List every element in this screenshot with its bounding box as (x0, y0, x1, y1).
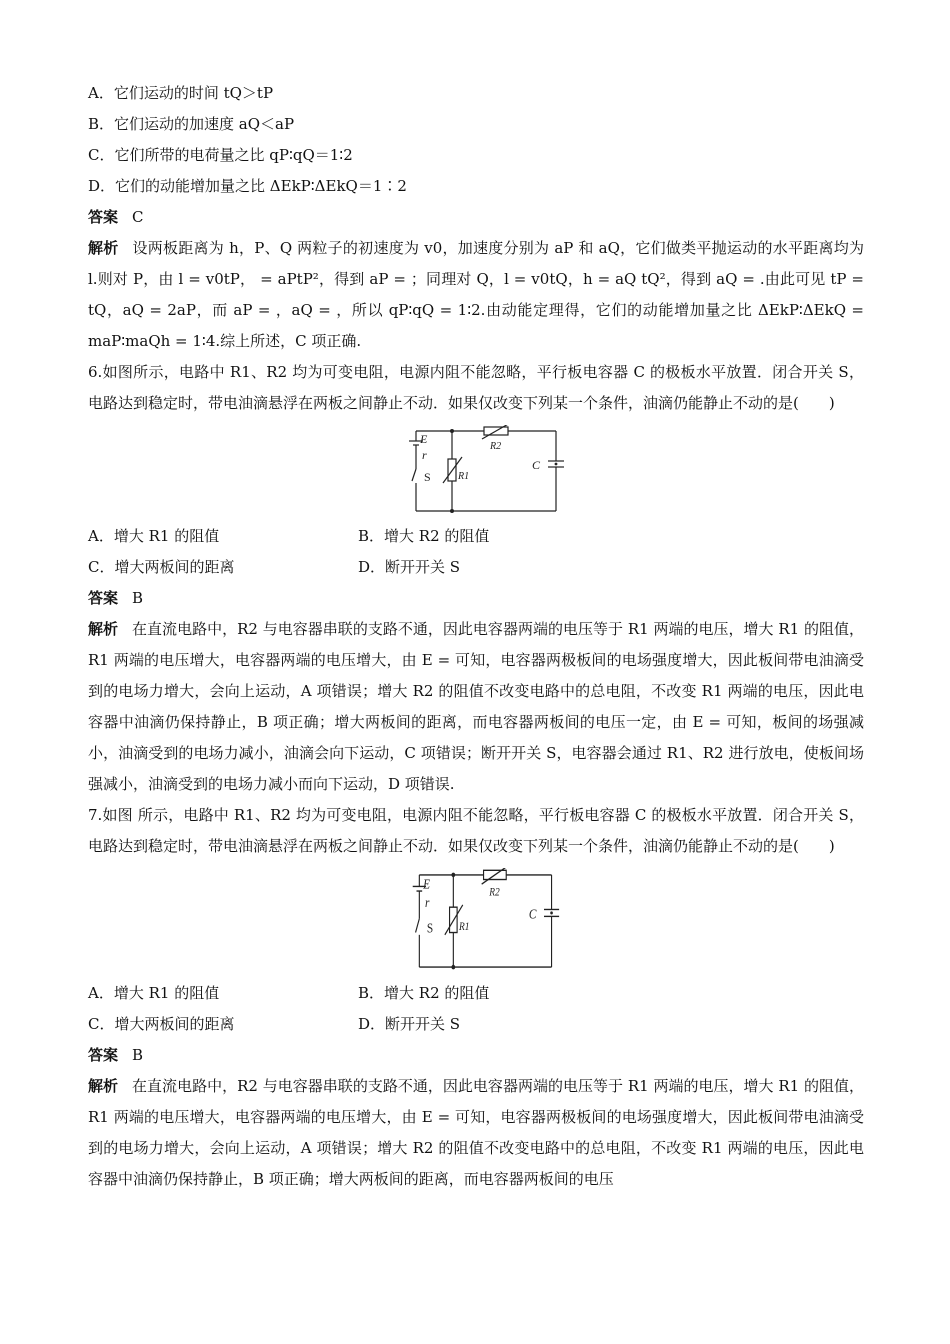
document-page (88, 78, 864, 1195)
q7-circuit-figure (88, 868, 864, 974)
q6-analysis (88, 614, 864, 800)
analysis-label: 解析 (88, 239, 119, 257)
label-r2: R2 (490, 441, 502, 452)
q7-analysis (88, 1071, 864, 1195)
label-c: C (528, 906, 537, 922)
q5-analysis (88, 233, 864, 357)
analysis-text: 设两板距离为 h，P、Q 两粒子的初速度为 v0，加速度分别为 aP 和 aQ，它们做类平抛运动的水平距离均为 l.则对 P，由 l = v0tP， = aPtP²，得到 aP = ；同理对 Q，l = v0tQ，h = aQ tQ²，得到 aQ = .由此可见 tP = tQ，aQ = 2aP，而 aP = ，aQ = ，所以 qP∶qQ = 1∶2.由动能定理得，它们的动能增加量之比 ΔEkP∶ΔEkQ = maP∶maQh = 1∶4.综上所述，C 项正确. (88, 239, 864, 350)
q5-option-a: A．它们运动的时间 tQ＞tP (88, 84, 274, 102)
q6-option-b: B．增大 R2 的阻值 (358, 527, 490, 545)
q5-option-c: C．它们所带的电荷量之比 qP∶qQ＝1∶2 (88, 146, 353, 164)
q7-answer (88, 1040, 864, 1071)
label-s: S (426, 920, 434, 936)
answer-label: 答案 (88, 208, 119, 226)
label-s: S (424, 470, 431, 484)
answer-label: 答案 (88, 1046, 119, 1064)
answer-value: B (132, 589, 144, 607)
circuit-diagram (386, 425, 566, 517)
q7-option-d: D．断开开关 S (358, 1015, 461, 1033)
label-r: r (422, 448, 427, 462)
answer-label: 答案 (88, 589, 119, 607)
label-r: r (425, 895, 430, 911)
analysis-text: 在直流电路中，R2 与电容器串联的支路不通，因此电容器两端的电压等于 R1 两端的电压，增大 R1 的阻值，R1 两端的电压增大，电容器两端的电压增大，由 E = 可知，电容器两极板间的电场强度增大，因此板间带电油滴受到的电场力增大，会向上运动，A 项错误；增大 R2 的阻值不改变电路中的总电阻，不改变 R1 两端的电压，因此电容器中油滴仍保持静止，B 项正确；增大两板间的距离，而电容器两板间的电压一定，由 E = 可知，板间的场强减小，油滴受到的电场力减小，油滴会向下运动，C 项错误；断开开关 S，电容器会通过 R1、R2 进行放电，使板间场强减小，油滴受到的电场力减小而向下运动，D 项错误. (88, 620, 864, 793)
q6-circuit-figure (88, 425, 864, 517)
analysis-label: 解析 (88, 1077, 119, 1095)
q5-option-d: D．它们的动能增加量之比 ΔEkP∶ΔEkQ＝1∶2 (88, 177, 407, 195)
q5-answer (88, 202, 864, 233)
label-c: C (532, 458, 541, 472)
label-e: E (423, 876, 431, 893)
q7-options-row-2 (88, 1009, 864, 1040)
q6-answer (88, 583, 864, 614)
q7-option-b: B．增大 R2 的阻值 (358, 984, 490, 1002)
q7-options-row-1 (88, 978, 864, 1009)
q6-stem: 6.如图所示，电路中 R1、R2 均为可变电阻，电源内阻不能忽略，平行板电容器 C 的极板水平放置．闭合开关 S，电路达到稳定时，带电油滴悬浮在两板之间静止不动．如果仅改变下列某一个条件，油滴仍能静止不动的是( ) (88, 363, 864, 412)
answer-value: B (132, 1046, 144, 1064)
label-e: E (420, 432, 428, 446)
circuit-diagram (391, 868, 561, 974)
q6-option-d: D．断开开关 S (358, 558, 461, 576)
q7-option-c: C．增大两板间的距离 (88, 1015, 235, 1033)
q7-stem: 7.如图 所示，电路中 R1、R2 均为可变电阻，电源内阻不能忽略，平行板电容器 C 的极板水平放置．闭合开关 S，电路达到稳定时，带电油滴悬浮在两板之间静止不动．如果仅改变下列某一个条件，油滴仍能静止不动的是( ) (88, 806, 864, 855)
analysis-label: 解析 (88, 620, 119, 638)
label-r1: R1 (459, 921, 470, 934)
q7-option-a: A．增大 R1 的阻值 (88, 984, 220, 1002)
q6-option-c: C．增大两板间的距离 (88, 558, 235, 576)
analysis-text: 在直流电路中，R2 与电容器串联的支路不通，因此电容器两端的电压等于 R1 两端的电压，增大 R1 的阻值，R1 两端的电压增大，电容器两端的电压增大，由 E = 可知，电容器两极板间的电场强度增大，因此板间带电油滴受到的电场力增大，会向上运动，A 项错误；增大 R2 的阻值不改变电路中的总电阻，不改变 R1 两端的电压，因此电容器中油滴仍保持静止，B 项正确；增大两板间的距离，而电容器两板间的电压 (88, 1077, 864, 1188)
label-r2: R2 (489, 886, 500, 899)
q6-options-row-1 (88, 521, 864, 552)
q5-option-b: B．它们运动的加速度 aQ＜aP (88, 115, 295, 133)
label-r1: R1 (458, 471, 470, 482)
q6-options-row-2 (88, 552, 864, 583)
q6-option-a: A．增大 R1 的阻值 (88, 527, 220, 545)
answer-value: C (132, 208, 144, 226)
